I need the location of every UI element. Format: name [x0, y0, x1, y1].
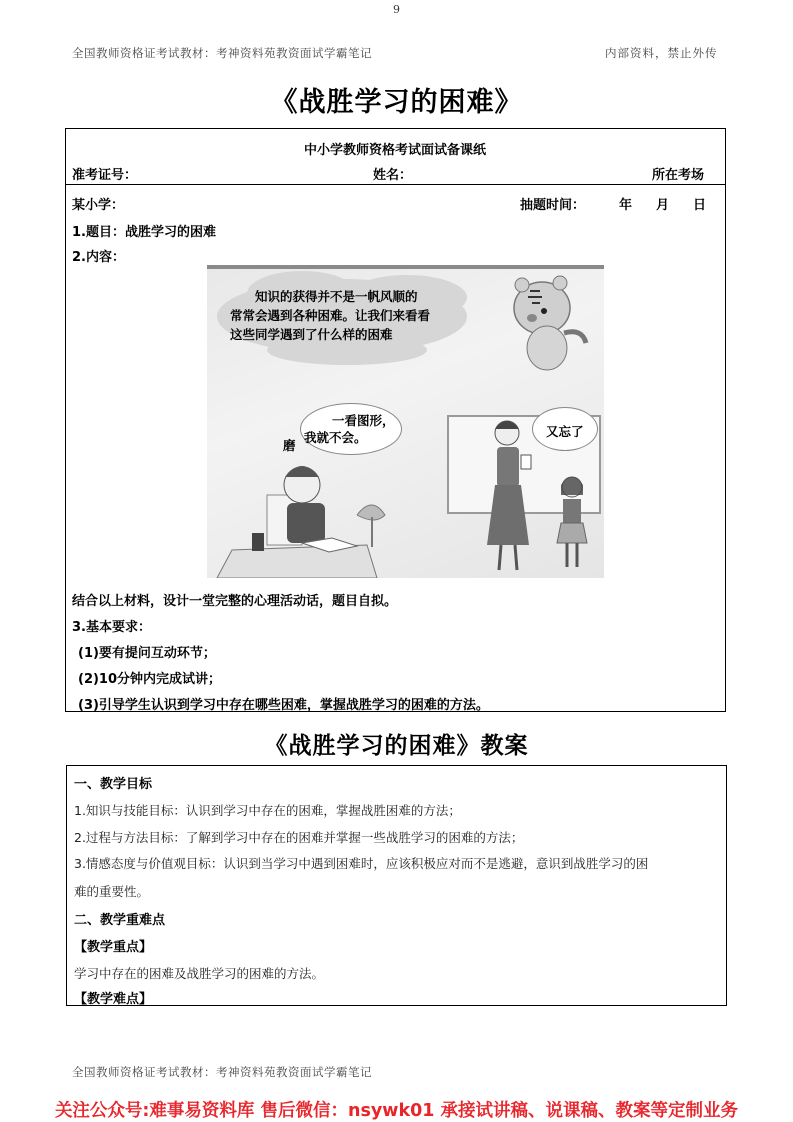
- day-label: 日: [693, 198, 707, 213]
- content-label: 2.内容：: [72, 250, 125, 265]
- requirement-item: (3)引导学生认识到学习中存在哪些困难，掌握战胜学习的困难的方法。: [78, 698, 489, 713]
- requirements-label: 3.基本要求：: [72, 620, 151, 635]
- month-label: 月: [656, 198, 670, 213]
- draw-time-label: 抽题时间：: [520, 198, 586, 213]
- goal-item-continued: 难的重要性。: [74, 884, 150, 899]
- lesson-plan-title: 《战胜学习的困难》教案: [264, 732, 529, 759]
- instruction-line: 结合以上材料，设计一堂完整的心理活动话，题目自拟。: [72, 594, 398, 609]
- key-point-label: 【教学重点】: [74, 940, 153, 955]
- divider: [66, 184, 725, 185]
- header-right-text: 内部资料，禁止外传: [605, 46, 718, 60]
- section-heading: 二、教学重难点: [74, 913, 166, 928]
- exam-site-label: 所在考场: [652, 168, 705, 183]
- illustration-top-border: [207, 265, 604, 269]
- page-number: 9: [393, 3, 400, 16]
- goal-item: 3.情感态度与价值观目标：认识到当学习中遇到困难时，应该积极应对而不是逃避，意识到战胜学习的困: [74, 856, 649, 871]
- textbook-illustration: [207, 265, 604, 578]
- girl-bubble-text: 又忘了: [546, 424, 584, 439]
- cloud-text-line: 这些同学遇到了什么样的困难: [230, 327, 393, 342]
- requirement-item: (1)要有提问互动环节；: [78, 646, 216, 661]
- page-title: 《战胜学习的困难》: [270, 87, 523, 118]
- cloud-text-line: 知识的获得并不是一帆风顺的: [255, 289, 418, 304]
- boy-at-desk-icon: [207, 455, 407, 578]
- tiger-mascot-icon: [502, 273, 597, 373]
- boy-bubble-text: 我就不会。: [304, 430, 367, 445]
- boy-mark-text: 磨: [283, 438, 296, 453]
- difficult-point-label: 【教学难点】: [74, 992, 153, 1007]
- section-heading: 一、教学目标: [74, 777, 153, 792]
- exam-id-label: 准考证号：: [72, 168, 138, 183]
- lesson-plan-box: [66, 765, 727, 1006]
- boy-bubble-text: 一看图形，: [332, 413, 395, 428]
- teacher-and-student-icon: [477, 415, 604, 578]
- header-left-text: 全国教师资格证考试教材：考神资料苑教资面试学霸笔记: [72, 46, 372, 60]
- promo-banner: 关注公众号:难事易资料库 售后微信：nsywk01 承接试讲稿、说课稿、教案等定制业务: [54, 1101, 739, 1121]
- footer-left-text: 全国教师资格证考试教材：考神资料苑教资面试学霸笔记: [72, 1065, 372, 1079]
- goal-item: 2.过程与方法目标：了解到学习中存在的困难并掌握一些战胜学习的困难的方法；: [74, 830, 524, 845]
- name-label: 姓名：: [373, 168, 413, 183]
- school-label: 某小学：: [72, 198, 125, 213]
- goal-item: 1.知识与技能目标：认识到学习中存在的困难，掌握战胜困难的方法；: [74, 803, 461, 818]
- cloud-text-line: 常常会遇到各种困难。让我们来看看: [230, 308, 431, 323]
- topic-line: 1.题目：战胜学习的困难: [72, 225, 216, 240]
- year-label: 年: [619, 198, 633, 213]
- key-point-text: 学习中存在的困难及战胜学习的困难的方法。: [74, 966, 325, 981]
- prep-sheet-heading: 中小学教师资格考试面试备课纸: [303, 143, 486, 158]
- requirement-item: (2)10分钟内完成试讲；: [78, 672, 222, 687]
